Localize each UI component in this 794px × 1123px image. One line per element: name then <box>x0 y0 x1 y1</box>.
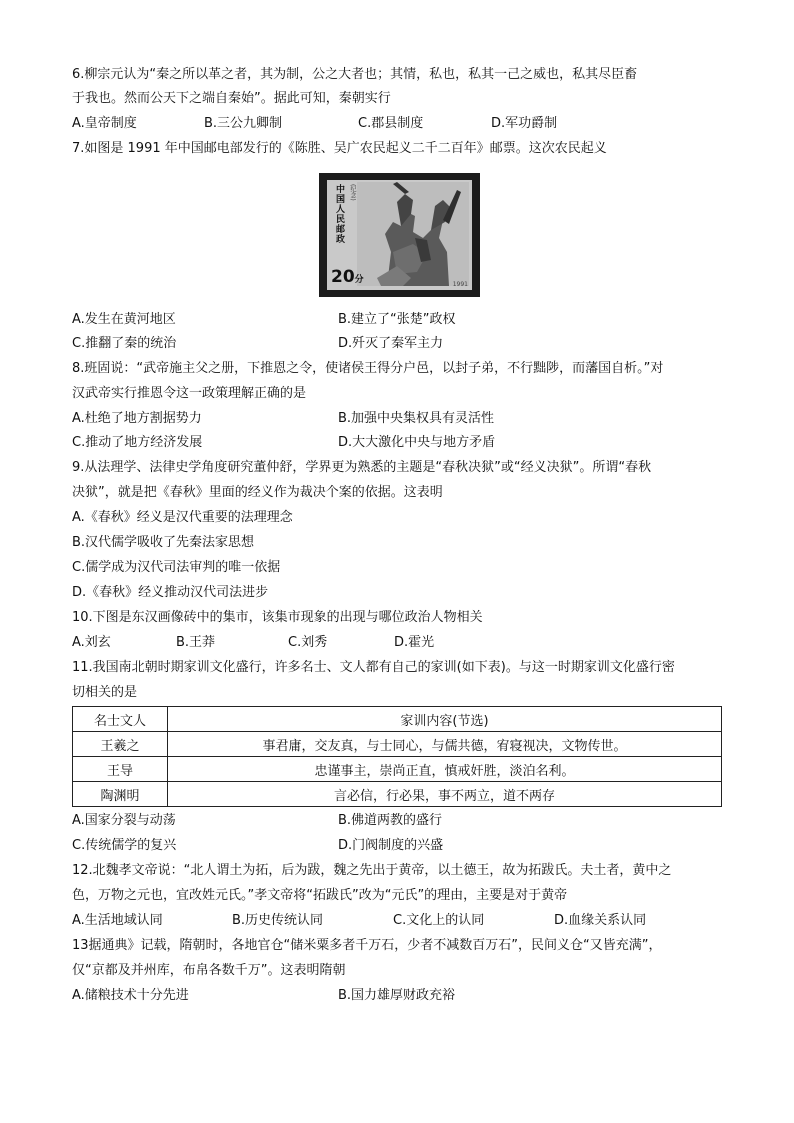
stamp-country-text: 中国人民邮政 <box>334 184 344 244</box>
q13-option-a: A.储粮技术十分先进 <box>72 988 189 1003</box>
stamp-face <box>327 180 472 290</box>
table-cell-person: 王导 <box>73 757 168 782</box>
stamp-value: 20 <box>331 267 355 287</box>
q11-stem-line1: 11.我国南北朝时期家训文化盛行，许多名士、文人都有自己的家训(如下表)。与这一时期家训文化盛行密 <box>72 660 675 675</box>
q10-option-a: A.刘玄 <box>72 635 111 650</box>
q8-option-c: C.推动了地方经济发展 <box>72 435 203 450</box>
q10-stem-line1: 10.下图是东汉画像砖中的集市，该集市现象的出现与哪位政治人物相关 <box>72 610 483 625</box>
q8-option-a: A.杜绝了地方割据势力 <box>72 411 202 426</box>
stamp-sculpture-illustration <box>354 182 469 286</box>
table-header-cell: 名士文人 <box>73 707 168 732</box>
table-cell-person: 陶渊明 <box>73 782 168 807</box>
q13-stem-line1: 13据通典》记载，隋朝时，各地官仓“储米粟多者千万石，少者不减数百万石”，民间义仓“又皆充满”， <box>72 938 662 953</box>
q7-option-b: B.建立了“张楚”政权 <box>338 312 456 327</box>
stamp-denomination <box>331 267 364 287</box>
q8-option-b: B.加强中央集权具有灵活性 <box>338 411 495 426</box>
q10-option-c: C.刘秀 <box>288 635 328 650</box>
q12-option-d: D.血缘关系认同 <box>554 913 647 928</box>
q9-stem-line2: 决狱”，就是把《春秋》里面的经义作为裁决个案的依据。这表明 <box>72 485 443 500</box>
q6-option-d: D.军功爵制 <box>491 116 558 131</box>
family-instructions-table <box>72 706 722 807</box>
table-cell-content: 言必信，行必果，事不两立，道不两存 <box>168 782 722 807</box>
table-cell-person: 王羲之 <box>73 732 168 757</box>
table-row <box>73 757 722 782</box>
q12-option-b: B.历史传统认同 <box>232 913 324 928</box>
table-cell-content: 忠谨事主，崇尚正直，慎戒奸胜，淡泊名利。 <box>168 757 722 782</box>
q11-option-b: B.佛道两教的盛行 <box>338 813 443 828</box>
stamp-image <box>319 173 480 297</box>
q11-option-c: C.传统儒学的复兴 <box>72 838 177 853</box>
stamp-unit: 分 <box>354 275 364 285</box>
q9-option-c: C.儒学成为汉代司法审判的唯一依据 <box>72 560 281 575</box>
q6-option-c: C.郡县制度 <box>358 116 424 131</box>
table-cell-content: 事君庸，交友真，与士同心，与儒共德，宥寝视决，文物传世。 <box>168 732 722 757</box>
q9-option-d: D.《春秋》经义推动汉代司法进步 <box>72 585 269 600</box>
q6-option-a: A.皇帝制度 <box>72 116 137 131</box>
q10-option-b: B.王莽 <box>176 635 216 650</box>
stamp-series-text: (纪念) <box>349 184 356 201</box>
q12-stem-line2: 色，万物之元也，宜改姓元氏。”孝文帝将“拓跋氏”改为“元氏”的理由，主要是对于黄帝 <box>72 888 568 903</box>
q8-stem-line2: 汉武帝实行推恩令这一政策理解正确的是 <box>72 386 307 401</box>
q7-option-c: C.推翻了秦的统治 <box>72 336 177 351</box>
q7-option-d: D.歼灭了秦军主力 <box>338 336 444 351</box>
table-row <box>73 782 722 807</box>
q8-stem-line1: 8.班固说：“武帝施主父之册，下推恩之令，使诸侯王得分户邑，以封子弟，不行黜陟，而藩国自析。”对 <box>72 361 664 376</box>
q11-option-a: A.国家分裂与动荡 <box>72 813 176 828</box>
stamp-year: 1991 <box>452 281 468 288</box>
q6-option-b: B.三公九卿制 <box>204 116 283 131</box>
table-row <box>73 732 722 757</box>
q7-option-a: A.发生在黄河地区 <box>72 312 176 327</box>
table-header-cell: 家训内容(节选) <box>168 707 722 732</box>
q7-stem-line1: 7.如图是 1991 年中国邮电部发行的《陈胜、吴广农民起义二千二百年》邮票。这次农民起义 <box>72 141 607 156</box>
q8-option-d: D.大大激化中央与地方矛盾 <box>338 435 496 450</box>
q10-option-d: D.霍光 <box>394 635 435 650</box>
table-header-row <box>73 707 722 732</box>
q12-stem-line1: 12.北魏孝文帝说：“北人谓土为拓，后为跋，魏之先出于黄帝，以土德王，故为拓跋氏。夫土者，黄中之 <box>72 863 672 878</box>
q13-stem-line2: 仅“京都及并州库，布帛各数千万”。这表明隋朝 <box>72 963 346 978</box>
q9-stem-line1: 9.从法理学、法律史学角度研究董仲舒，学界更为熟悉的主题是“春秋决狱”或“经义决狱”。所谓“春秋 <box>72 460 652 475</box>
q11-option-d: D.门阀制度的兴盛 <box>338 838 444 853</box>
q9-option-b: B.汉代儒学吸收了先秦法家思想 <box>72 535 255 550</box>
q12-option-a: A.生活地域认同 <box>72 913 163 928</box>
q11-stem-line2: 切相关的是 <box>72 685 138 700</box>
q12-option-c: C.文化上的认同 <box>393 913 485 928</box>
q6-stem-line1: 6.柳宗元认为“秦之所以革之者，其为制，公之大者也；其情，私也，私其一己之威也，私其尽臣畜 <box>72 67 638 82</box>
q6-stem-line2: 于我也。然而公天下之端自秦始”。据此可知，秦朝实行 <box>72 91 391 106</box>
q13-option-b: B.国力雄厚财政充裕 <box>338 988 456 1003</box>
q9-option-a: A.《春秋》经义是汉代重要的法理理念 <box>72 510 293 525</box>
